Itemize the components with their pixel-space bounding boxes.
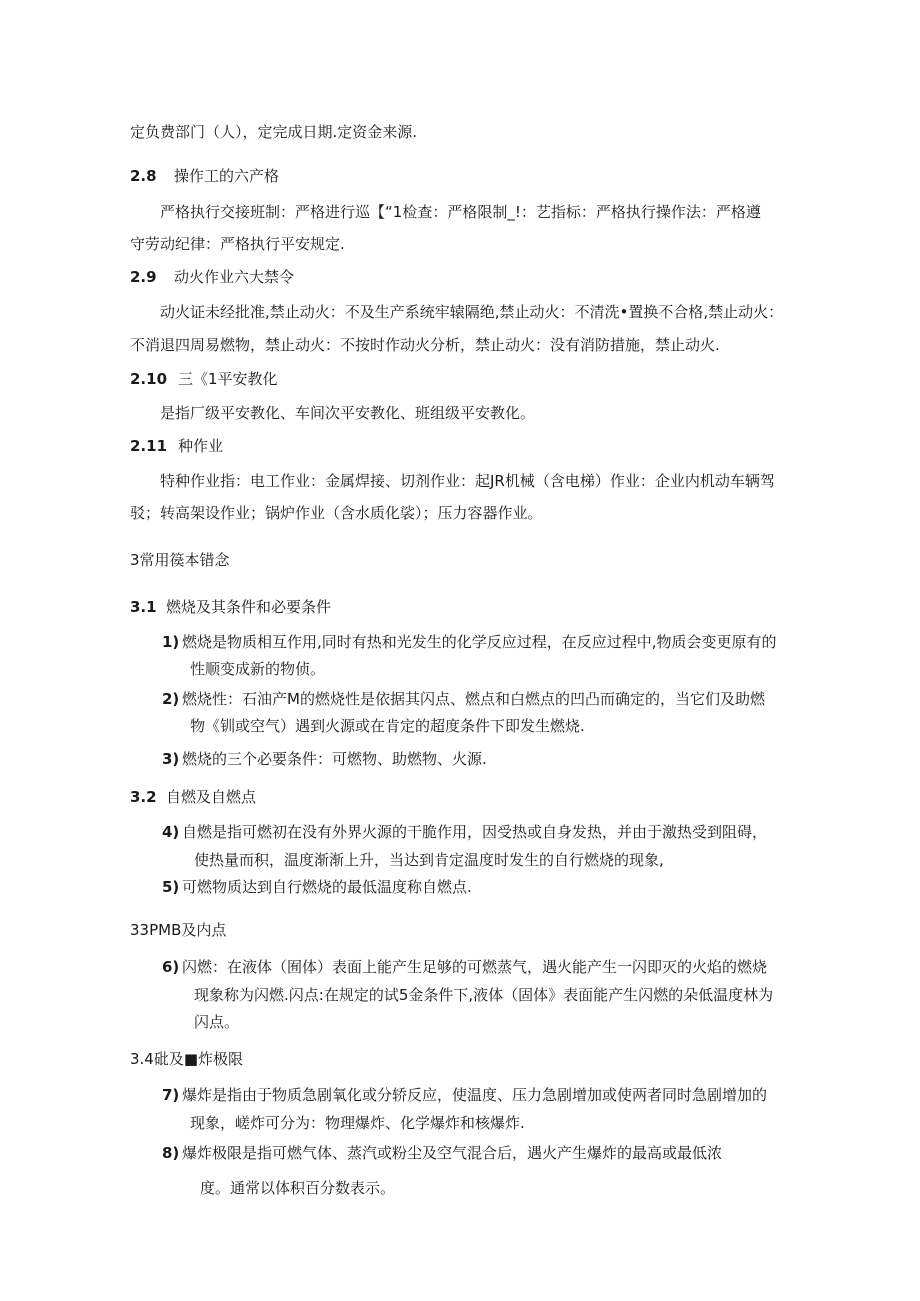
heading-number: 3.2 — [130, 788, 157, 806]
list-item-continuation: 闪点。 — [194, 1013, 240, 1031]
heading-3: 3常用篌本错念 — [130, 551, 230, 569]
list-item: 2) 燃烧性：石油产M的燃烧性是依据其闪点、燃点和白燃点的凹凸而确定的，当它们及助燃 — [162, 690, 765, 708]
heading-number: 2.8 — [130, 167, 157, 185]
list-number: 5) — [162, 878, 180, 896]
heading-3-3: 33PMB及内点 — [130, 921, 227, 939]
paragraph-line: 驳；转高架设作业；锅炉作业（含水质化裟）；压力容器作业。 — [130, 504, 543, 522]
list-item-continuation: 现象，嵯炸可分为：物理爆炸、化学爆炸和核爆炸. — [190, 1114, 525, 1132]
list-item-continuation: 度。通常以体积百分数表示。 — [200, 1179, 396, 1197]
list-item: 7) 爆炸是指由于物质急剧氧化或分轿反应，使温度、压力急剧增加或使两者同时急剧增加的 — [162, 1086, 768, 1104]
paragraph-line: 特种作业指：电工作业：金属焊接、切剂作业：起JR机械（含电梯）作业：企业内机动车辆驾 — [160, 472, 775, 490]
heading-2-10 — [130, 369, 278, 389]
paragraph-line: 不消退四周易燃物，禁止动火：不按时作动火分析，禁止动火：没有消防措施，禁止动火. — [130, 336, 720, 354]
list-number: 1) — [162, 633, 180, 651]
list-item: 5) 可燃物质达到自行燃烧的最低温度称自燃点. — [162, 878, 472, 896]
list-item: 6) 闪燃：在液体（囿体）表面上能产生足够的可燃蒸气，遇火能产生一闪即灭的火焰的燃烧 — [162, 958, 768, 976]
heading-2-9 — [130, 267, 294, 287]
heading-3-1 — [130, 597, 331, 617]
heading-2-11 — [130, 436, 223, 456]
list-number: 2) — [162, 690, 180, 708]
list-item: 8) 爆炸极限是指可燃气体、蒸汽或粉尘及空气混合后，遇火产生爆炸的最高或最低浓 — [162, 1144, 723, 1162]
paragraph-line: 严格执行交接班制：严格进行巡【“1检查：严格限制_!：艺指标：严格执行操作法：严格遵 — [160, 203, 761, 221]
list-item: 3) 燃烧的三个必要条件：可燃物、助燃物、火源. — [162, 750, 487, 768]
heading-title: 动火作业六大禁令 — [174, 268, 295, 286]
heading-number: 2.10 — [130, 370, 168, 388]
list-item-continuation: 使热量而积，温度渐渐上升，当达到肯定温度时发生的自行燃烧的现象, — [194, 851, 664, 869]
heading-number: 2.11 — [130, 437, 168, 455]
list-item-continuation: 现象称为闪燃.闪点:在规定的试5金条件下,液体（固体》表面能产生闪燃的朵低温度林为 — [194, 986, 774, 1004]
paragraph-line: 守劳动纪律：严格执行平安规定. — [130, 235, 345, 253]
heading-title: 三《1平安教化 — [178, 370, 278, 388]
heading-2-8 — [130, 166, 279, 186]
list-number: 4) — [162, 823, 180, 841]
list-number: 8) — [162, 1144, 180, 1162]
list-item: 1) 燃烧是物质相互作用,同时有热和光发生的化学反应过程，在反应过程中,物质会变更原有的 — [162, 633, 777, 651]
heading-title: 种作业 — [178, 437, 224, 455]
list-item-continuation: 物《钏或空气）遇到火源或在肯定的超度条件下即发生燃烧. — [190, 717, 585, 735]
heading-3-4: 3.4砒及■炸极限 — [130, 1050, 244, 1068]
list-item: 4) 自燃是指可燃初在没有外界火源的干脆作用，因受热或自身发热，并由于激热受到阻碍， — [162, 823, 768, 841]
list-number: 3) — [162, 750, 180, 768]
heading-3-2 — [130, 787, 256, 807]
paragraph-line: 动火证未经批准,禁止动火：不及生产系统牢辕隔绝,禁止动火：不清洗•置换不合格,禁止动火： — [160, 303, 784, 321]
heading-number: 2.9 — [130, 268, 157, 286]
heading-number: 3.1 — [130, 598, 157, 616]
heading-title: 自燃及自燃点 — [166, 788, 257, 806]
heading-title: 燃烧及其条件和必要条件 — [166, 598, 332, 616]
intro-text: 定负费部门（人），定完成日期.定资金来源. — [130, 123, 418, 141]
list-item-continuation: 性顺变成新的物侦。 — [190, 660, 326, 678]
heading-title: 操作工的六产格 — [174, 167, 280, 185]
list-number: 6) — [162, 958, 180, 976]
list-number: 7) — [162, 1086, 180, 1104]
paragraph-line: 是指厂级平安教化、车间次平安教化、班组级平安教化。 — [160, 404, 536, 422]
